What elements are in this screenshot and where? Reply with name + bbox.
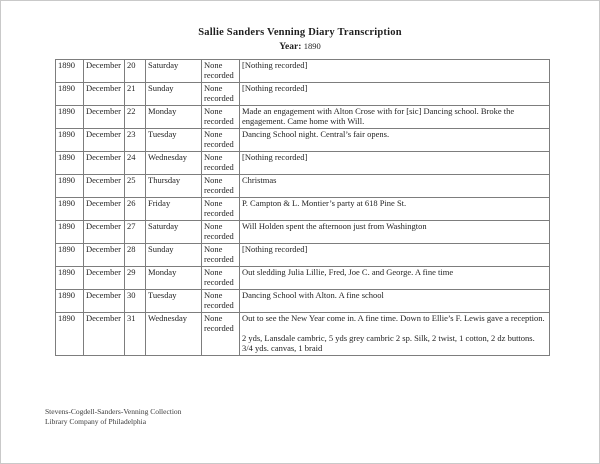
year-cell: 1890: [56, 221, 84, 244]
entry-cell: Out sledding Julia Lillie, Fred, Joe C. and George. A fine time: [240, 267, 550, 290]
year-cell: 1890: [56, 267, 84, 290]
table-row: [56, 290, 550, 313]
table-row: [56, 83, 550, 106]
day-cell: 23: [125, 129, 146, 152]
month-cell: December: [84, 175, 125, 198]
entry-cell: [240, 313, 550, 356]
table-row: [56, 244, 550, 267]
year-line: [1, 41, 599, 52]
day-cell: 22: [125, 106, 146, 129]
weekday-cell: Monday: [146, 267, 202, 290]
day-cell: 24: [125, 152, 146, 175]
entry-paragraph: Out to see the New Year come in. A fine time. Down to Ellie’s F. Lewis gave a reception.: [242, 313, 545, 324]
status-cell: None recorded: [202, 198, 240, 221]
weekday-cell: Saturday: [146, 221, 202, 244]
month-cell: December: [84, 290, 125, 313]
month-cell: December: [84, 83, 125, 106]
weekday-cell: Tuesday: [146, 290, 202, 313]
table-row: [56, 152, 550, 175]
month-cell: December: [84, 244, 125, 267]
year-cell: 1890: [56, 290, 84, 313]
month-cell: December: [84, 129, 125, 152]
status-cell: None recorded: [202, 175, 240, 198]
table-row: [56, 60, 550, 83]
entry-paragraph: 2 yds, Lansdale cambric, 5 yds grey cambric 2 sp. Silk, 2 twist, 1 cotton, 2 dz buttons. 3/4 yds. canvas, 1 braid: [242, 333, 535, 354]
status-cell: None recorded: [202, 106, 240, 129]
year-value: 1890: [303, 41, 321, 51]
weekday-cell: Sunday: [146, 244, 202, 267]
year-label: Year:: [279, 42, 302, 52]
entry-cell: [Nothing recorded]: [240, 244, 550, 267]
year-cell: 1890: [56, 244, 84, 267]
entry-cell: Will Holden spent the afternoon just from Washington: [240, 221, 550, 244]
year-cell: 1890: [56, 129, 84, 152]
status-cell: None recorded: [202, 152, 240, 175]
document-header: [1, 1, 599, 52]
entry-cell: Dancing School night. Central’s fair opens.: [240, 129, 550, 152]
status-cell: None recorded: [202, 244, 240, 267]
status-cell: None recorded: [202, 313, 240, 356]
year-cell: 1890: [56, 106, 84, 129]
day-cell: 27: [125, 221, 146, 244]
month-cell: December: [84, 267, 125, 290]
day-cell: 25: [125, 175, 146, 198]
table-row: [56, 267, 550, 290]
weekday-cell: Wednesday: [146, 313, 202, 356]
month-cell: December: [84, 60, 125, 83]
month-cell: December: [84, 152, 125, 175]
status-cell: None recorded: [202, 129, 240, 152]
day-cell: 30: [125, 290, 146, 313]
year-cell: 1890: [56, 198, 84, 221]
status-cell: None recorded: [202, 290, 240, 313]
day-cell: 26: [125, 198, 146, 221]
day-cell: 21: [125, 83, 146, 106]
day-cell: 28: [125, 244, 146, 267]
day-cell: 31: [125, 313, 146, 356]
year-cell: 1890: [56, 152, 84, 175]
page-title: Sallie Sanders Venning Diary Transcription: [198, 27, 402, 38]
entry-cell: Dancing School with Alton. A fine school: [240, 290, 550, 313]
day-cell: 20: [125, 60, 146, 83]
month-cell: December: [84, 106, 125, 129]
entry-cell: [Nothing recorded]: [240, 83, 550, 106]
entry-cell: [Nothing recorded]: [240, 152, 550, 175]
year-cell: 1890: [56, 175, 84, 198]
status-cell: None recorded: [202, 60, 240, 83]
month-cell: December: [84, 221, 125, 244]
status-cell: None recorded: [202, 267, 240, 290]
table-row: [56, 221, 550, 244]
year-cell: 1890: [56, 83, 84, 106]
entry-cell: P. Campton & L. Montier’s party at 618 Pine St.: [240, 198, 550, 221]
entry-cell: [Nothing recorded]: [240, 60, 550, 83]
table-row: [56, 198, 550, 221]
weekday-cell: Tuesday: [146, 129, 202, 152]
weekday-cell: Friday: [146, 198, 202, 221]
entry-cell: Christmas: [240, 175, 550, 198]
day-cell: 29: [125, 267, 146, 290]
weekday-cell: Thursday: [146, 175, 202, 198]
table-row: [56, 106, 550, 129]
month-cell: December: [84, 313, 125, 356]
weekday-cell: Saturday: [146, 60, 202, 83]
footer: [45, 407, 181, 427]
footer-collection-line: Stevens-Cogdell-Sanders-Venning Collection: [45, 407, 182, 416]
table-row: [56, 175, 550, 198]
entry-cell: Made an engagement with Alton Crose with for [sic] Dancing school. Broke the engagement. Came home with Will.: [240, 106, 550, 129]
year-cell: 1890: [56, 60, 84, 83]
weekday-cell: Sunday: [146, 83, 202, 106]
status-cell: None recorded: [202, 83, 240, 106]
weekday-cell: Wednesday: [146, 152, 202, 175]
diary-table: [55, 59, 550, 356]
status-cell: None recorded: [202, 221, 240, 244]
footer-institution-line: Library Company of Philadelphia: [45, 416, 147, 426]
month-cell: December: [84, 198, 125, 221]
table-row: [56, 129, 550, 152]
year-cell: 1890: [56, 313, 84, 356]
table-row: [56, 313, 550, 356]
weekday-cell: Monday: [146, 106, 202, 129]
